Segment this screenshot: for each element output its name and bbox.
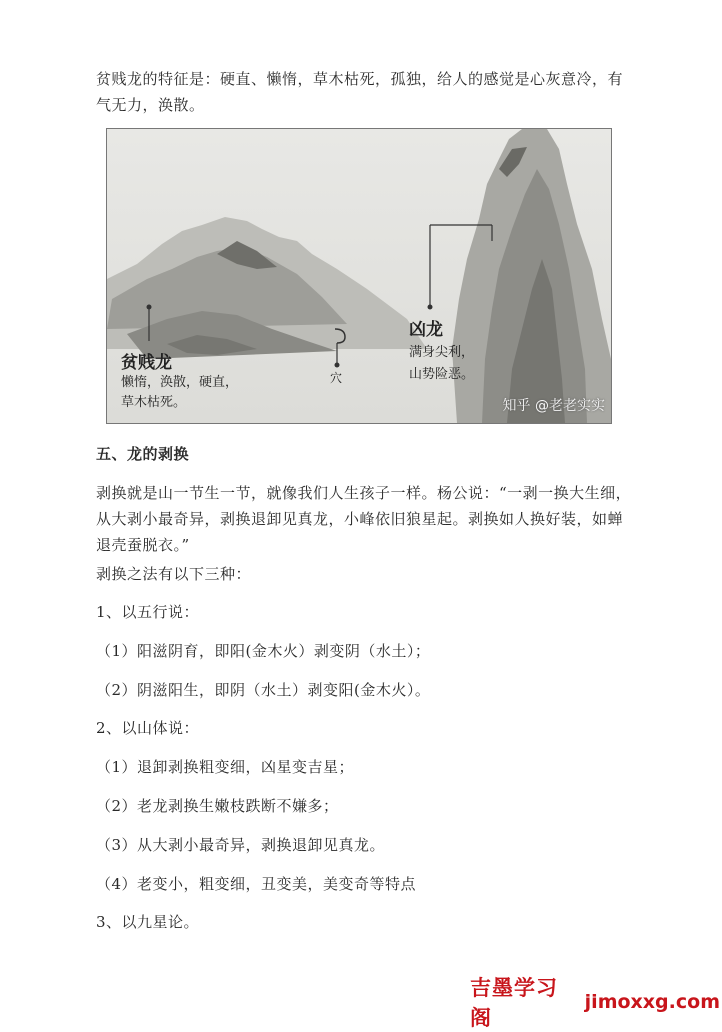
ink-landscape-figure bbox=[106, 128, 612, 424]
item-1-heading: 1、以五行说： bbox=[96, 603, 200, 621]
item-1-sub-2: （2）阴滋阳生，即阴（水土）剥变阳(金木火）。 bbox=[96, 681, 431, 699]
item-2-sub-3: （3）从大剥小最奇异，剥换退卸见真龙。 bbox=[96, 836, 386, 854]
item-1-sub-1: （1）阳滋阴育，即阳(金木火）剥变阴（水土）； bbox=[96, 642, 431, 660]
poor-dragon-desc-line1: 懒惰，涣散，硬直， bbox=[121, 375, 239, 390]
poor-dragon-desc-line2: 草木枯死。 bbox=[121, 395, 187, 410]
fierce-dragon-title: 凶龙 bbox=[409, 320, 443, 340]
site-brand-logo: 吉墨学习阁 bbox=[470, 976, 558, 1030]
item-2-sub-1: （1）退卸剥换粗变细，凶星变吉星； bbox=[96, 758, 355, 776]
paragraph-1: 剥换就是山一节生一节，就像我们人生孩子一样。杨公说：“一剥一换大生细，从大剥小最奇异，剥换退卸见真龙，小峰依旧狼星起。剥换如人换好装，如蝉退壳蚕脱衣。” bbox=[96, 484, 632, 554]
site-footer-watermark bbox=[470, 976, 720, 1030]
site-domain: jimoxxg.com bbox=[584, 991, 720, 1013]
intro-paragraph: 贫贱龙的特征是：硬直、懒惰，草木枯死，孤独，给人的感觉是心灰意冷，有气无力，涣散。 bbox=[96, 70, 624, 114]
fierce-dragon-desc-line1: 满身尖利， bbox=[409, 345, 475, 360]
poor-dragon-title: 贫贱龙 bbox=[121, 353, 172, 373]
zhihu-watermark: 知乎 @老老实实 bbox=[502, 398, 605, 414]
item-2-sub-2: （2）老龙剥换生嫩枝跌断不嫌多； bbox=[96, 797, 339, 815]
acupoint-label: 穴 bbox=[330, 371, 343, 385]
paragraph-2: 剥换之法有以下三种： bbox=[96, 565, 252, 583]
item-2-sub-4: （4）老变小，粗变细，丑变美，美变奇等特点 bbox=[96, 875, 417, 893]
item-3-heading: 3、以九星论。 bbox=[96, 913, 200, 931]
section-heading: 五、龙的剥换 bbox=[96, 445, 190, 463]
fierce-dragon-desc-line2: 山势险恶。 bbox=[409, 367, 475, 382]
item-2-heading: 2、以山体说： bbox=[96, 719, 200, 737]
